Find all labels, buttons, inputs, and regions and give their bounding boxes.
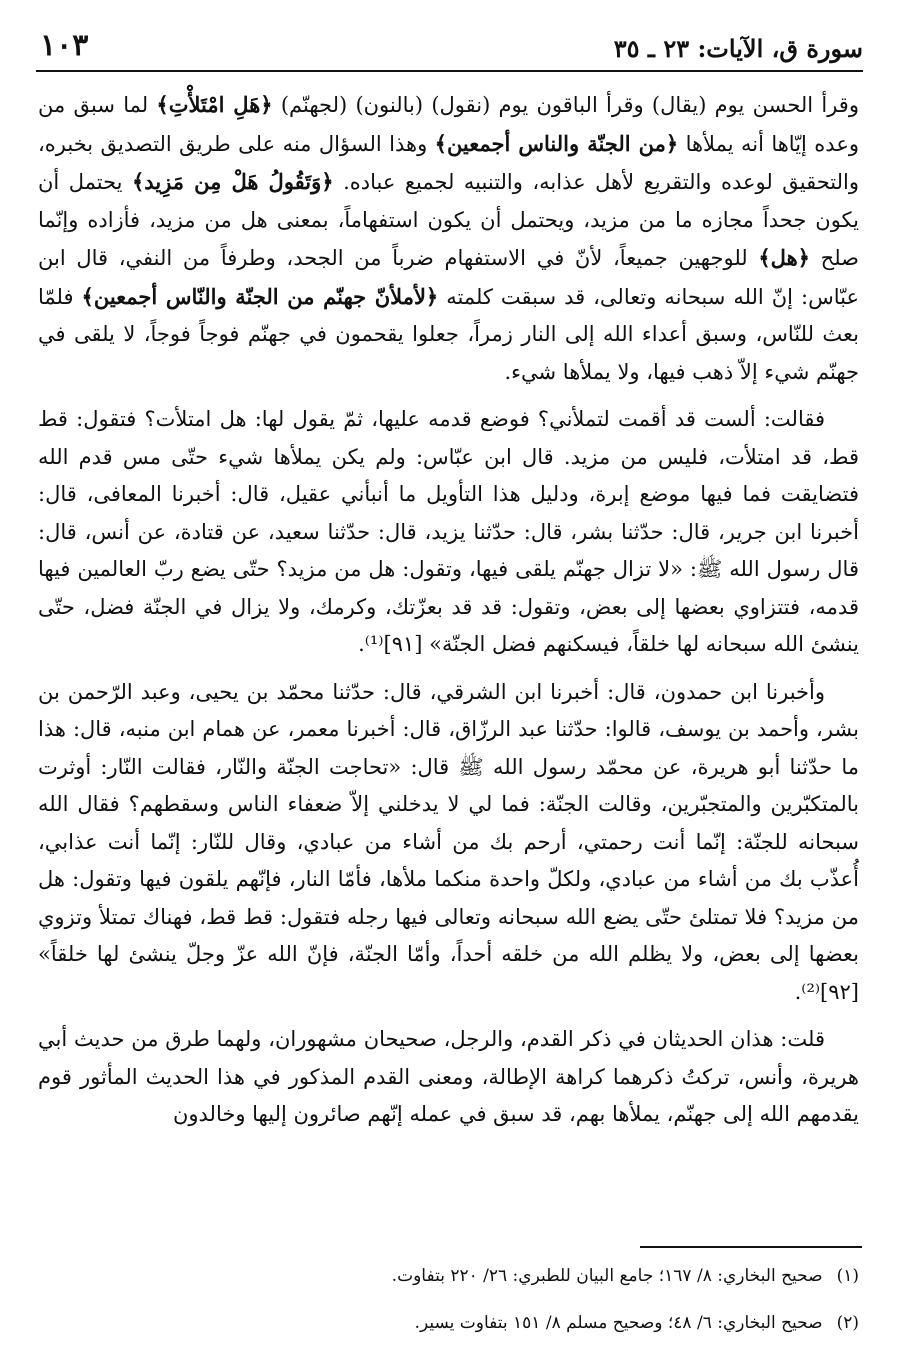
paragraph-3: وأخبرنا ابن حمدون، قال: أخبرنا ابن الشرقي، قال: حدّثنا محمّد بن يحيى، وعبد الرّحمن بن بشر، وأحمد بن يوسف، قالوا: حدّثنا عبد الرزّاق، قال: أخبرنا معمر، عن همام ابن منبه، قال: هذا ما حدّثنا أبو هريرة، عن محمّد رسول الله ﷺ قال: «تحاجت الجنّة والنّار، فقالت النّار: أوثرت بالمتكبّرين والمتجبّرين، وقالت الجنّة: فما لي لا يدخلني إلاّ ضعفاء الناس وسقطهم؟ فقال الله سبحانه للجنّة: إنّما أنت رحمتي، أرحم بك من أشاء من عبادي، وقال للنّار: إنّما أنت عذابي، أُعذّب بك من أشاء من عبادي، ولكلّ واحدة منكما ملأها، فأمّا النار، فإنّهم يلقون فيها وتقول: هل من مزيد؟ فلا تمتلئ حتّى يضع الله سبحانه وتعالى فيها رجله فتقول: قط قط، فهناك تمتلأ وتزوي بعضها إلى بعض، ولا يظلم الله من خلقه أحداً، وأمّا الجنّة، فإنّ الله عزّ وجلّ ينشئ لها خلقاً» [٩٢]⁽²⁾.: [38, 679, 860, 1004]
footnote-number: (٢): [836, 1313, 859, 1333]
footnote-text: صحيح البخاري: ٨/ ١٦٧؛ جامع البيان للطبري: ٢٦/ ٢٢٠ بتفاوت.: [391, 1266, 823, 1286]
footnote-1: [40, 1258, 859, 1294]
quran-quote: ﴿لأملأنّ جهنّم من الجنّة والنّاس أجمعين﴾: [81, 283, 439, 309]
quran-quote: ﴿من الجنّة والناس أجمعين﴾: [434, 130, 679, 156]
running-title: سورة ق، الآيات: ٢٣ ـ ٣٥: [613, 34, 863, 63]
text-segment: لما سبق من وعده إيّاها أنه يملأها: [38, 93, 859, 156]
page-header: [36, 26, 863, 72]
text-segment: فلمّا بعث للنّاس، وسبق أعداء الله إلى النار زمراً، جعلوا يقحمون في جهنّم فوجاً فوجاً، لا يلقى في جهنّم شيء إلاّ ذهب فيها، ولا يملأها شيء.: [38, 284, 859, 384]
text-segment: وهذا السؤال منه على طريق التصديق بخبره، والتحقيق لوعده والتقريع لأهل عذابه، والتنبيه لجميع عباده.: [38, 131, 860, 194]
footnotes: [40, 1258, 859, 1352]
footnote-2: [40, 1305, 859, 1341]
paragraph-1: [38, 86, 859, 391]
footnote-number: (١): [836, 1266, 859, 1286]
paragraph-4: قلت: هذان الحديثان في ذكر القدم، والرجل، صحيحان مشهوران، ولهما طرق من حديث أبي هريرة، وأنس، تركتُ ذكرهما كراهة الإطالة، ومعنى القدم المذكور في هذا الحديث المأثور قوم يقدمهم الله إلى جهنّم، يملأها بهم، قد سبق في عمله إنّهم صائرون إليها وخالدون: [38, 1027, 859, 1126]
quran-quote: ﴿هل﴾: [758, 245, 810, 270]
main-text: [38, 86, 859, 1144]
text-segment: يحتمل أن يكون جحداً مجازه ما من مزيد، ويحتمل أن يكون استفهاماً، بمعنى هل من مزيد، فأزاده وإنّما صلح: [38, 170, 860, 270]
paragraph-2: فقالت: ألست قد أقمت لتملأني؟ فوضع قدمه عليها، ثمّ يقول لها: هل امتلأت؟ فتقول: قط قط، قد امتلأت، فليس من مزيد. قال ابن عبّاس: ولم يكن يملأها شيء حتّى مس قدم الله فتضايقت فما فيها موضع إبرة، ودليل هذا التأويل ما أنبأني عقيل، قال: أخبرنا المعافى، قال: أخبرنا ابن جرير، قال: حدّثنا بشر، قال: حدّثنا يزيد، قال: حدّثنا سعيد، عن قتادة، عن أنس، قال: قال رسول الله ﷺ: «لا تزال جهنّم يلقى فيها، وتقول: هل من مزيد؟ حتّى يضع ربّ العالمين فيها قدمه، فتتزاوي بعضها إلى بعض، وتقول: قد قد بعزّتك، وكرمك، ولا يزال في الجنّة فضل، حتّى ينشئ الله سبحانه لها خلقاً، فيسكنهم فضل الجنّة» [٩١]⁽¹⁾.: [38, 407, 859, 656]
text-segment: وقرأ الحسن يوم (يقال) وقرأ الباقون يوم (نقول) (بالنون) (لجهنّم): [272, 93, 859, 117]
page-number: ١٠٣: [40, 28, 89, 63]
footnote-separator: [640, 1246, 862, 1248]
quran-quote: ﴿وَتَقُولُ هَلْ مِن مَزِيد﴾: [132, 169, 334, 194]
footnote-text: صحيح البخاري: ٦/ ٤٨؛ وصحيح مسلم ٨/ ١٥١ بتفاوت يسير.: [414, 1313, 823, 1333]
quran-quote: ﴿هَلِ امْتَلأْتِ﴾: [156, 92, 273, 117]
text-segment: للوجهين جميعاً، لأنّ في الاستفهام ضرباً من الجحد، وطرفاً من النفي، قال ابن عبّاس: إنّ الله سبحانه وتعالى، قد سبقت كلمته: [38, 246, 859, 309]
